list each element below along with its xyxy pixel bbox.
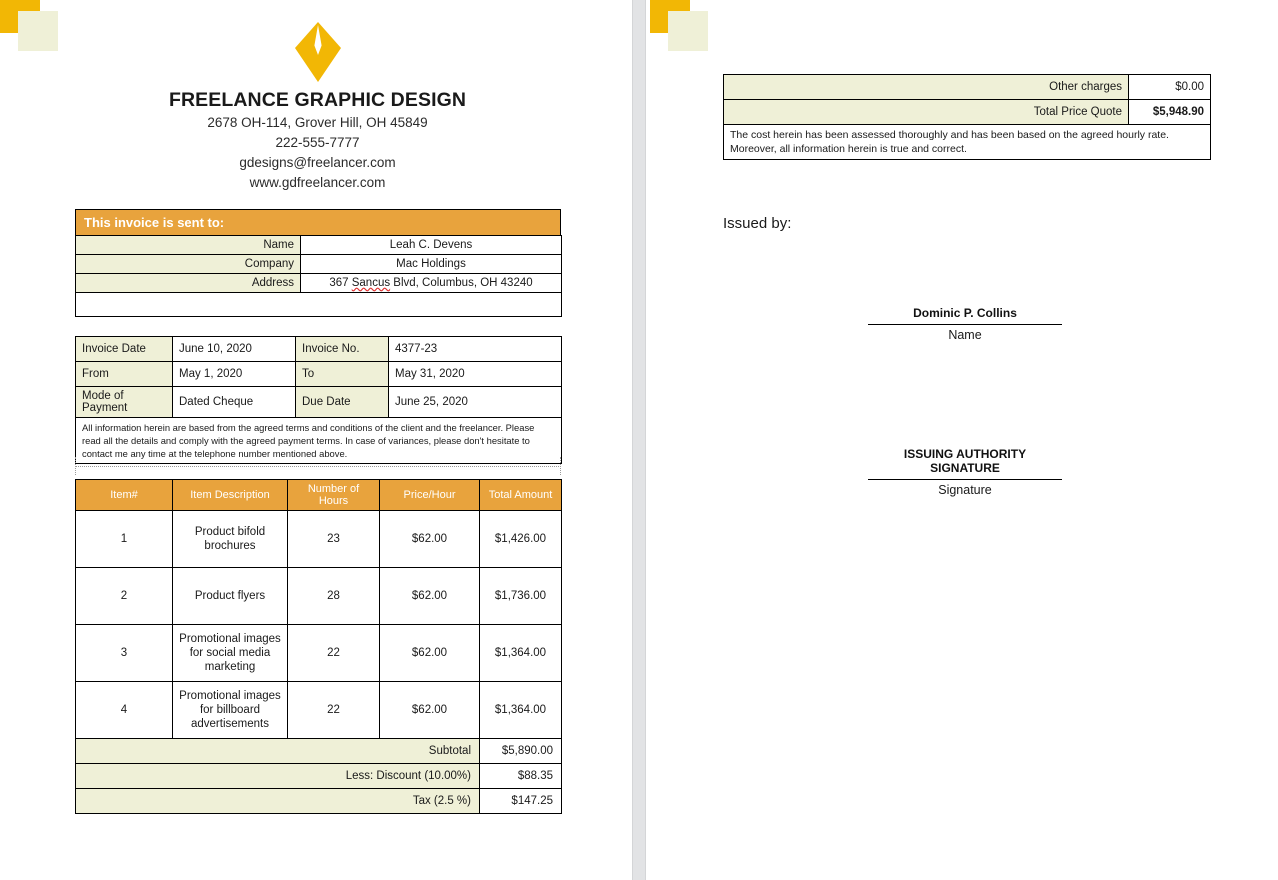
decorative-cream-square — [18, 11, 58, 51]
period-to-label: To — [296, 362, 389, 387]
item-hours[interactable]: 23 — [288, 511, 380, 568]
signature-caption: Name — [948, 328, 982, 342]
recipient-company-label: Company — [76, 255, 301, 274]
table-row — [76, 739, 562, 764]
item-total: $1,426.00 — [480, 511, 562, 568]
column-header-hours: Number of Hours — [288, 480, 380, 511]
company-phone: 222-555-7777 — [275, 135, 360, 150]
invoice-meta-table — [75, 336, 562, 464]
cost-assessment-note: The cost herein has been assessed thoroughly and has been based on the agreed hourly rate. Moreover, all information herein is true and correct. — [724, 125, 1211, 160]
invoice-meta-block — [75, 336, 561, 464]
issuer-name: Dominic P. Collins — [913, 306, 1017, 320]
issuing-authority-title: ISSUING AUTHORITY SIGNATURE — [903, 447, 1027, 475]
address-prefix: 367 — [329, 277, 352, 289]
item-total: $1,736.00 — [480, 568, 562, 625]
item-number: 4 — [76, 682, 173, 739]
table-spacer-row — [76, 293, 562, 317]
due-date-value[interactable]: June 25, 2020 — [389, 387, 562, 418]
item-rate[interactable]: $62.00 — [380, 511, 480, 568]
address-misspelled-word: Sancus — [351, 277, 391, 289]
other-charges-label: Other charges — [724, 75, 1129, 100]
period-from-value[interactable]: May 1, 2020 — [173, 362, 296, 387]
item-rate[interactable]: $62.00 — [380, 568, 480, 625]
table-row — [76, 274, 562, 293]
company-address: 2678 OH-114, Grover Hill, OH 45849 — [207, 115, 428, 130]
diamond-pen-nib-logo-icon — [295, 22, 341, 82]
page-break-tick-left — [75, 457, 76, 475]
due-date-label: Due Date — [296, 387, 389, 418]
invoice-date-value[interactable]: June 10, 2020 — [173, 337, 296, 362]
address-suffix: Blvd, Columbus, OH 43240 — [390, 277, 533, 289]
table-row — [76, 337, 562, 362]
invoice-date-label: Invoice Date — [76, 337, 173, 362]
company-website: www.gdfreelancer.com — [249, 175, 386, 190]
column-header-item-number: Item# — [76, 480, 173, 511]
table-row — [76, 511, 562, 568]
invoice-page-1 — [0, 0, 632, 880]
item-number: 2 — [76, 568, 173, 625]
spacer-cell — [76, 293, 562, 317]
terms-and-conditions-text: All information herein are based from the agreed terms and conditions of the client and the freelancer. Please read all the details and comply with the agreed payment terms. In case of variances, please don't hesitate to contact me any time at the telephone number mentioned above. — [76, 418, 562, 464]
table-row — [76, 255, 562, 274]
total-price-quote-label: Total Price Quote — [724, 100, 1129, 125]
table-row — [76, 682, 562, 739]
item-number: 1 — [76, 511, 173, 568]
recipient-block — [75, 209, 561, 317]
payment-mode-value[interactable]: Dated Cheque — [173, 387, 296, 418]
item-hours[interactable]: 22 — [288, 625, 380, 682]
line-items-table — [75, 479, 562, 814]
item-hours[interactable]: 22 — [288, 682, 380, 739]
signature-caption: Signature — [938, 483, 992, 497]
final-totals-table — [723, 74, 1211, 160]
subtotal-label: Subtotal — [76, 739, 480, 764]
table-row — [76, 764, 562, 789]
page-title: FREELANCE GRAPHIC DESIGN — [168, 89, 467, 111]
recipient-table — [75, 235, 562, 317]
table-header-row — [76, 480, 562, 511]
table-row — [76, 789, 562, 814]
table-row — [724, 75, 1211, 100]
line-items-block — [75, 479, 561, 814]
tax-label: Tax (2.5 %) — [76, 789, 480, 814]
tax-value: $147.25 — [480, 789, 562, 814]
period-to-value[interactable]: May 31, 2020 — [389, 362, 562, 387]
column-header-description: Item Description — [173, 480, 288, 511]
recipient-banner: This invoice is sent to: — [75, 209, 561, 235]
table-row — [76, 625, 562, 682]
recipient-name-label: Name — [76, 236, 301, 255]
table-row — [76, 418, 562, 464]
item-number: 3 — [76, 625, 173, 682]
company-email: gdesigns@freelancer.com — [239, 155, 396, 170]
recipient-company-value[interactable]: Mac Holdings — [301, 255, 562, 274]
decorative-cream-square — [668, 11, 708, 51]
other-charges-value[interactable]: $0.00 — [1129, 75, 1211, 100]
column-header-total: Total Amount — [480, 480, 562, 511]
payment-mode-label: Mode of Payment — [76, 387, 173, 418]
subtotal-value: $5,890.00 — [480, 739, 562, 764]
signature-block-authority — [868, 447, 1062, 497]
item-rate[interactable]: $62.00 — [380, 625, 480, 682]
page-break-indicator — [75, 466, 561, 467]
item-total: $1,364.00 — [480, 682, 562, 739]
issued-by-label: Issued by: — [723, 215, 792, 232]
signature-block-name — [868, 306, 1062, 342]
table-row — [76, 236, 562, 255]
total-price-quote-value: $5,948.90 — [1129, 100, 1211, 125]
item-rate[interactable]: $62.00 — [380, 682, 480, 739]
table-row — [724, 125, 1211, 160]
item-total: $1,364.00 — [480, 625, 562, 682]
page-break-tick-right — [560, 457, 561, 475]
period-from-label: From — [76, 362, 173, 387]
table-row — [76, 362, 562, 387]
discount-value: $88.35 — [480, 764, 562, 789]
table-row — [76, 387, 562, 418]
table-row — [724, 100, 1211, 125]
discount-label: Less: Discount (10.00%) — [76, 764, 480, 789]
item-description[interactable]: Product bifold brochures — [173, 511, 288, 568]
logo-wrap — [75, 22, 560, 82]
page-gutter — [632, 0, 646, 880]
column-header-rate: Price/Hour — [380, 480, 480, 511]
item-description[interactable]: Promotional images for social media marketing — [173, 625, 288, 682]
item-description[interactable]: Product flyers — [173, 568, 288, 625]
letterhead — [75, 22, 560, 192]
recipient-name-value[interactable]: Leah C. Devens — [301, 236, 562, 255]
item-hours[interactable]: 28 — [288, 568, 380, 625]
page2-totals-block — [723, 74, 1210, 160]
invoice-no-label: Invoice No. — [296, 337, 389, 362]
item-description[interactable]: Promotional images for billboard advertisements — [173, 682, 288, 739]
recipient-address-label: Address — [76, 274, 301, 293]
recipient-address-value[interactable] — [301, 274, 562, 293]
invoice-no-value[interactable]: 4377-23 — [389, 337, 562, 362]
table-row — [76, 568, 562, 625]
